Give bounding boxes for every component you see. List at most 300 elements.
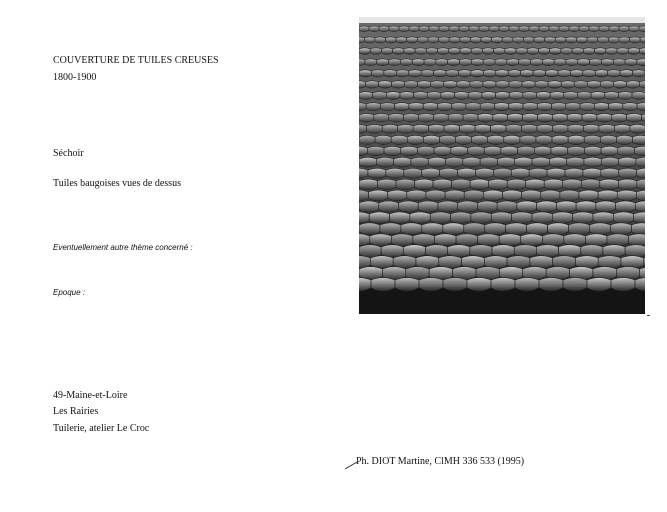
- roof-tile: [460, 37, 471, 43]
- roof-tile: [458, 168, 476, 178]
- roof-tile: [410, 212, 430, 224]
- roof-tile: [359, 223, 380, 235]
- roof-tile: [481, 37, 492, 43]
- roof-tile: [584, 146, 601, 156]
- roof-tile: [364, 37, 375, 43]
- roof-tile: [484, 146, 501, 156]
- roof-tile: [548, 81, 561, 89]
- roof-tile: [555, 37, 566, 43]
- roof-tile: [451, 212, 471, 224]
- roof-tile: [585, 234, 607, 246]
- roof-tile: [471, 70, 483, 77]
- roof-tile: [610, 223, 631, 235]
- roof-tile: [629, 26, 639, 32]
- roof-tile: [470, 81, 483, 89]
- roof-tile: [637, 103, 645, 111]
- roof-tile: [359, 113, 374, 122]
- record-title: COUVERTURE DE TUILES CREUSES: [53, 55, 219, 66]
- roof-tile: [595, 48, 606, 55]
- roof-tile: [523, 113, 538, 122]
- roof-tile: [619, 157, 636, 167]
- roof-tile: [587, 81, 600, 89]
- roof-tile: [618, 92, 632, 100]
- roof-tile: [521, 234, 543, 246]
- roof-tile: [468, 92, 482, 100]
- roof-tile: [577, 92, 591, 100]
- roof-tile: [359, 92, 373, 100]
- roof-tile: [467, 278, 491, 292]
- photo-credit-block: [344, 454, 524, 472]
- record-dates: 1800-1900: [53, 72, 97, 83]
- roof-tile: [418, 81, 431, 89]
- roof-tile: [506, 124, 521, 133]
- roof-tile: [497, 201, 517, 212]
- roof-tile: [404, 168, 422, 178]
- roof-tile: [579, 190, 598, 201]
- roof-tile: [538, 48, 549, 55]
- roof-tile: [427, 92, 441, 100]
- roof-tile: [523, 92, 537, 100]
- roof-tile: [560, 190, 579, 201]
- roof-tile: [511, 168, 529, 178]
- roof-tile: [516, 48, 527, 55]
- roof-tile: [502, 190, 521, 201]
- roof-tile: [394, 157, 411, 167]
- roof-tile: [613, 59, 625, 66]
- epoque-label: Epoque :: [53, 288, 86, 297]
- roof-tile: [614, 124, 629, 133]
- roof-tile: [448, 59, 460, 66]
- roof-tile: [483, 59, 495, 66]
- roof-tile: [595, 70, 607, 77]
- roof-tile: [619, 37, 630, 43]
- roof-tile: [471, 212, 491, 224]
- roof-tile: [630, 124, 645, 133]
- roof-tile: [464, 223, 485, 235]
- roof-tile: [573, 212, 593, 224]
- roof-tile: [444, 124, 459, 133]
- roof-tile: [471, 59, 483, 66]
- roof-tile: [509, 92, 523, 100]
- roof-tile: [561, 81, 574, 89]
- roof-tile: [601, 168, 619, 178]
- roof-tile: [566, 59, 578, 66]
- roof-tile: [417, 37, 428, 43]
- roof-tile: [409, 103, 423, 111]
- roof-tile: [419, 26, 429, 32]
- roof-tile: [400, 92, 414, 100]
- roof-tile: [508, 113, 523, 122]
- roof-tile: [583, 124, 598, 133]
- roof-tile: [391, 234, 413, 246]
- roof-tile: [509, 26, 519, 32]
- roof-tile: [520, 135, 536, 144]
- roof-tile: [609, 26, 619, 32]
- roof-tile: [558, 70, 570, 77]
- roof-tile: [618, 146, 635, 156]
- roof-tile: [419, 278, 443, 292]
- roof-tile: [612, 113, 627, 122]
- roof-tile: [552, 113, 567, 122]
- roof-tile: [563, 179, 582, 190]
- roof-tile: [375, 37, 386, 43]
- roof-tile: [493, 113, 508, 122]
- roof-tile: [637, 59, 645, 66]
- roof-tile: [492, 37, 503, 43]
- roof-tile: [607, 234, 629, 246]
- roof-tile: [418, 113, 433, 122]
- roof-tile: [413, 124, 428, 133]
- roof-tile: [593, 212, 613, 224]
- roof-tile: [496, 70, 508, 77]
- roof-tile: [384, 146, 401, 156]
- roof-tile: [550, 92, 564, 100]
- roof-tile: [426, 190, 445, 201]
- roof-tile: [393, 48, 404, 55]
- roof-tile: [547, 168, 565, 178]
- roof-tile: [396, 179, 415, 190]
- roof-tile: [469, 26, 479, 32]
- roof-tile: [551, 146, 568, 156]
- roof-tile: [367, 146, 384, 156]
- roof-tile: [434, 146, 451, 156]
- roof-tile: [581, 179, 600, 190]
- roof-tile: [522, 124, 537, 133]
- roof-tile: [460, 48, 471, 55]
- roof-tile: [582, 113, 597, 122]
- roof-tile: [522, 190, 541, 201]
- roof-tile: [370, 234, 392, 246]
- roof-tile: [616, 135, 632, 144]
- roof-tile: [564, 92, 578, 100]
- roof-tile: [483, 190, 502, 201]
- roof-tile: [554, 59, 566, 66]
- roof-tile: [444, 81, 457, 89]
- roof-tile: [371, 278, 395, 292]
- roof-tile: [512, 212, 532, 224]
- roof-tile: [482, 48, 493, 55]
- roof-tile: [369, 190, 388, 201]
- roof-tile: [401, 223, 422, 235]
- roof-tile: [527, 223, 548, 235]
- roof-tile: [552, 135, 568, 144]
- roof-tile: [617, 190, 636, 201]
- roof-tile: [580, 103, 594, 111]
- roof-tile: [466, 103, 480, 111]
- roof-tile: [413, 234, 435, 246]
- roof-tile: [564, 234, 586, 246]
- roof-tile: [380, 103, 394, 111]
- building-type: Séchoir: [53, 148, 84, 159]
- roof-tile: [533, 70, 545, 77]
- roof-tile: [415, 48, 426, 55]
- roof-tile: [359, 245, 381, 258]
- roof-tile: [488, 135, 504, 144]
- roof-tile: [584, 135, 600, 144]
- roof-tile: [495, 59, 507, 66]
- roof-tile: [389, 113, 404, 122]
- roof-tile: [491, 212, 511, 224]
- roof-tile: [499, 26, 509, 32]
- roof-tile: [623, 103, 637, 111]
- roof-tile: [449, 48, 460, 55]
- roof-tile: [601, 146, 618, 156]
- roof-tile: [446, 70, 458, 77]
- roof-tile: [452, 179, 471, 190]
- roof-tile: [411, 157, 428, 167]
- roof-tile: [502, 37, 513, 43]
- roof-tile: [422, 223, 443, 235]
- roof-tile: [545, 37, 556, 43]
- roof-tile: [392, 81, 405, 89]
- roof-tile: [518, 146, 535, 156]
- roof-tile: [433, 179, 452, 190]
- roof-tile: [379, 201, 399, 212]
- roof-tile: [359, 81, 366, 89]
- roof-tile: [529, 168, 547, 178]
- roof-tile: [359, 103, 366, 111]
- roof-tile: [483, 81, 496, 89]
- roof-tile: [505, 48, 516, 55]
- roof-tile: [390, 212, 410, 224]
- roof-tile: [389, 26, 399, 32]
- roof-tile: [485, 223, 506, 235]
- roof-tile: [378, 179, 397, 190]
- roof-tile: [359, 135, 375, 144]
- roof-tile: [561, 48, 572, 55]
- roof-tile: [501, 146, 518, 156]
- roof-tile: [574, 81, 587, 89]
- roof-tile: [534, 146, 551, 156]
- roof-tile: [404, 48, 415, 55]
- roof-tile: [578, 59, 590, 66]
- roof-tile: [468, 146, 485, 156]
- roof-tile: [632, 92, 645, 100]
- roof-tile: [409, 26, 419, 32]
- roof-tile: [443, 278, 467, 292]
- roof-tile: [371, 70, 383, 77]
- roof-tile: [521, 70, 533, 77]
- roof-tile: [472, 135, 488, 144]
- roof-tile: [401, 146, 418, 156]
- roof-tile: [542, 234, 564, 246]
- roof-tile: [455, 92, 469, 100]
- roof-tile: [382, 124, 397, 133]
- photo-caption: Tuiles baugoises vues de dessus: [53, 178, 181, 189]
- roof-tile: [428, 37, 439, 43]
- roof-tile: [519, 26, 529, 32]
- roof-tile: [359, 37, 364, 43]
- roof-tile: [434, 70, 446, 77]
- roof-tile: [570, 70, 582, 77]
- roof-tile: [630, 37, 641, 43]
- roof-tile: [616, 201, 636, 212]
- roof-tile: [417, 146, 434, 156]
- roof-tile: [541, 190, 560, 201]
- roof-tile: [639, 26, 645, 32]
- roof-tile: [587, 278, 611, 292]
- roof-tile: [550, 48, 561, 55]
- roof-tile: [480, 103, 494, 111]
- roof-tile: [519, 59, 531, 66]
- roof-tile: [539, 278, 563, 292]
- roof-tiles-photo: [359, 17, 645, 314]
- roof-tile: [530, 59, 542, 66]
- roof-tile: [381, 245, 403, 258]
- roof-tile: [625, 245, 645, 258]
- roof-tile: [597, 113, 612, 122]
- roof-tile: [608, 37, 619, 43]
- site: Tuilerie, atelier Le Croc: [53, 423, 150, 434]
- roof-tile: [567, 157, 584, 167]
- roof-tile: [359, 157, 376, 167]
- roof-tile: [399, 26, 409, 32]
- roof-tile: [452, 103, 466, 111]
- roof-tile: [549, 157, 566, 167]
- roof-tile: [526, 179, 545, 190]
- roof-tile: [483, 70, 495, 77]
- roof-tile: [600, 179, 619, 190]
- roof-tile: [460, 59, 472, 66]
- roof-tile: [639, 48, 645, 55]
- roof-tile: [489, 26, 499, 32]
- roof-tile: [460, 124, 475, 133]
- roof-tile: [598, 37, 609, 43]
- roof-tile: [458, 201, 478, 212]
- roof-tile: [584, 157, 601, 167]
- roof-tile: [590, 223, 611, 235]
- roof-tile: [603, 245, 625, 258]
- roof-tile: [386, 92, 400, 100]
- roof-tile: [449, 37, 460, 43]
- roof-tile: [583, 48, 594, 55]
- roof-tile: [464, 190, 483, 201]
- roof-tile: [522, 81, 535, 89]
- roof-tile: [640, 37, 645, 43]
- roof-tile: [396, 70, 408, 77]
- roof-tile: [438, 48, 449, 55]
- photo-credit: Ph. DIOT Martine, ClMH 336 533 (1995): [356, 456, 525, 467]
- roof-tile: [407, 37, 418, 43]
- theme-label: Eventuellement autre thème concerné :: [53, 243, 193, 252]
- roof-tile: [457, 81, 470, 89]
- roof-tile: [619, 168, 637, 178]
- roof-tile: [478, 113, 493, 122]
- roof-tile: [359, 59, 365, 66]
- roof-tile: [458, 70, 470, 77]
- roof-tile: [605, 92, 619, 100]
- roof-tile: [634, 146, 645, 156]
- roof-tile: [359, 70, 371, 77]
- roof-tile: [565, 168, 583, 178]
- roof-tile: [544, 179, 563, 190]
- roof-tile: [589, 26, 599, 32]
- roof-tile: [532, 157, 549, 167]
- roof-tile: [523, 103, 537, 111]
- roof-tile: [451, 146, 468, 156]
- roof-tile: [594, 103, 608, 111]
- roof-tile: [436, 59, 448, 66]
- roof-tile: [499, 234, 521, 246]
- roof-tile: [599, 124, 614, 133]
- roof-tile: [426, 48, 437, 55]
- roof-tile: [598, 190, 617, 201]
- roof-tile: [456, 135, 472, 144]
- roof-tile: [576, 201, 596, 212]
- roof-tile: [379, 26, 389, 32]
- roof-tile: [423, 103, 437, 111]
- roof-tile: [359, 179, 378, 190]
- roof-tile: [572, 48, 583, 55]
- roof-tile: [430, 212, 450, 224]
- roof-tile: [494, 48, 505, 55]
- roof-tile: [439, 26, 449, 32]
- roof-tile: [359, 201, 379, 212]
- roof-tile: [377, 59, 389, 66]
- roof-tile: [491, 124, 506, 133]
- roof-tile: [477, 201, 497, 212]
- roof-tile: [579, 26, 589, 32]
- roof-tile: [634, 212, 645, 224]
- roof-tile: [506, 223, 527, 235]
- roof-tile: [536, 135, 552, 144]
- roof-tile: [375, 135, 391, 144]
- roof-tile: [398, 124, 413, 133]
- roof-tile: [388, 190, 407, 201]
- roof-tile: [613, 81, 626, 89]
- roof-tile: [421, 70, 433, 77]
- roof-tile: [459, 26, 469, 32]
- roof-tile: [620, 70, 632, 77]
- roof-tile: [412, 59, 424, 66]
- roof-tile: [449, 26, 459, 32]
- roof-tile: [507, 59, 519, 66]
- roof-tile: [606, 48, 617, 55]
- roof-tile: [443, 223, 464, 235]
- roof-tile: [536, 92, 550, 100]
- roof-tile: [359, 124, 367, 133]
- roof-tile: [632, 135, 645, 144]
- roof-tile: [599, 26, 609, 32]
- roof-tile: [601, 59, 613, 66]
- roof-tile: [608, 70, 620, 77]
- roof-tile: [583, 168, 601, 178]
- roof-tile: [601, 157, 618, 167]
- roof-tile: [552, 212, 572, 224]
- roof-tile: [636, 157, 645, 167]
- roof-tile: [504, 135, 520, 144]
- roof-tile: [535, 81, 548, 89]
- roof-tile: [386, 37, 397, 43]
- roof-tile: [523, 37, 534, 43]
- roof-tile: [628, 48, 639, 55]
- roof-tile: [446, 157, 463, 167]
- roof-tile: [513, 37, 524, 43]
- roof-tile: [475, 124, 490, 133]
- roof-tile: [496, 92, 510, 100]
- roof-tile: [537, 201, 557, 212]
- roof-tile: [568, 135, 584, 144]
- roof-tile: [439, 37, 450, 43]
- roof-tile: [429, 26, 439, 32]
- roof-tile: [617, 48, 628, 55]
- roof-tile: [563, 278, 587, 292]
- roof-tile: [374, 113, 389, 122]
- roof-tile: [527, 48, 538, 55]
- roof-tile: [568, 146, 585, 156]
- roof-tile: [395, 278, 419, 292]
- roof-tile: [534, 37, 545, 43]
